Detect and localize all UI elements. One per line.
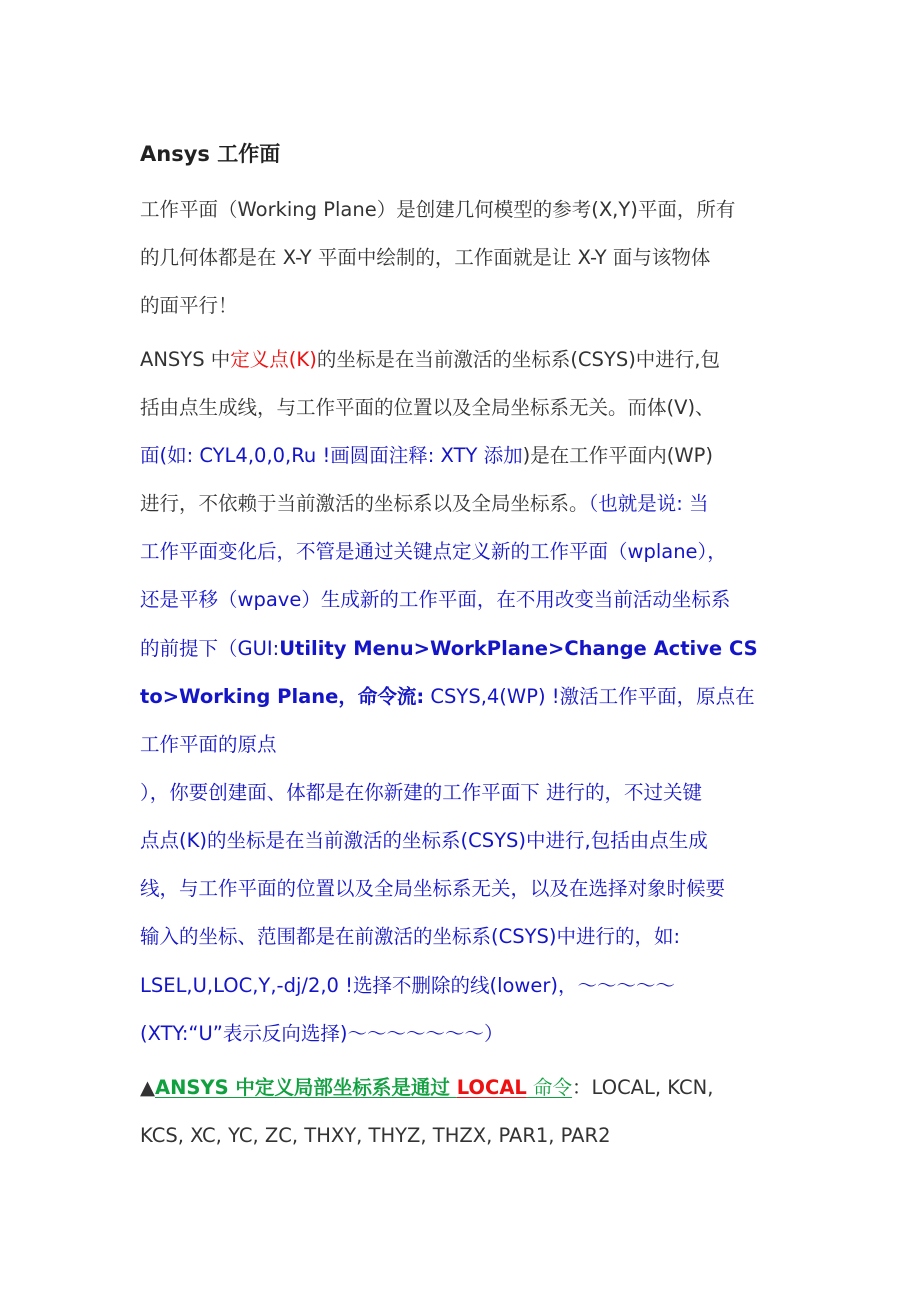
highlighted-text: ANSYS 中定义局部坐标系是通过 [155, 1076, 457, 1099]
paragraph-line [140, 443, 713, 469]
text-run: 面( [140, 444, 168, 467]
text-run: CSYS,4(WP) !激活工作平面，原点在 [424, 685, 755, 708]
inline-note: 如: CYL4,0,0,Ru !画圆面注释: XTY 添加 [167, 444, 523, 467]
paragraph-line [140, 491, 709, 517]
triangle-bullet-icon: ▲ [140, 1076, 155, 1099]
paragraph-line: (XTY:“U”表示反向选择)～～～～～～～） [140, 1022, 504, 1045]
paragraph-line: 还是平移（wpave）生成新的工作平面，在不用改变当前活动坐标系 [140, 588, 731, 611]
paragraph-line: 工作平面的原点 [140, 733, 277, 756]
command-name: LOCAL [456, 1076, 527, 1099]
paragraph-line: KCS, XC, YC, ZC, THXY, THYZ, THZX, PAR1, PAR2 [140, 1124, 611, 1147]
text-run: 的前提下（GUI: [140, 637, 280, 660]
highlighted-text: 命令 [526, 1076, 573, 1099]
paragraph-line: 括由点生成线，与工作平面的位置以及全局坐标系无关。而体(V)、 [140, 396, 715, 419]
paragraph-line: 工作平面变化后，不管是通过关键点定义新的工作平面（wplane）， [140, 540, 727, 563]
paragraph-line: 点点(K)的坐标是在当前激活的坐标系(CSYS)中进行,包括由点生成 [140, 829, 708, 852]
text-run: ：LOCAL, KCN, [572, 1076, 714, 1099]
paragraph-line [140, 684, 755, 710]
menu-path: Utility Menu>WorkPlane>Change Active CS [279, 637, 758, 660]
text-run: 进行，不依赖于当前激活的坐标系以及全局坐标系。 [140, 492, 589, 515]
text-run: ANSYS 中 [140, 348, 231, 371]
page-title: Ansys 工作面 [140, 142, 281, 166]
paragraph-line: 线，与工作平面的位置以及全局坐标系无关，以及在选择对象时候要 [140, 877, 726, 900]
paragraph-line: 的面平行！ [140, 294, 238, 317]
paragraph-line: 输入的坐标、范围都是在前激活的坐标系(CSYS)中进行的，如: [140, 925, 681, 948]
text-run: 的坐标是在当前激活的坐标系(CSYS)中进行,包 [316, 348, 721, 371]
paragraph-line: ），你要创建面、体都是在你新建的工作平面下 进行的，不过关键 [140, 781, 702, 804]
highlighted-text: 定义点(K) [230, 348, 317, 371]
paragraph-line [140, 1075, 713, 1101]
text-run: )是在工作平面内(WP) [522, 444, 713, 467]
menu-path: to>Working Plane，命令流: [140, 685, 425, 708]
paragraph-line: 工作平面（Working Plane）是创建几何模型的参考(X,Y)平面，所有 [140, 198, 736, 221]
paragraph-line [140, 636, 758, 662]
paragraph-line: 的几何体都是在 X-Y 平面中绘制的，工作面就是让 X-Y 面与该物体 [140, 246, 711, 269]
paragraph-line: LSEL,U,LOC,Y,-dj/2,0 !选择不删除的线(lower)，～～～～～ [140, 974, 675, 997]
paragraph-line [140, 347, 720, 373]
inline-note: （也就是说: 当 [588, 492, 709, 515]
